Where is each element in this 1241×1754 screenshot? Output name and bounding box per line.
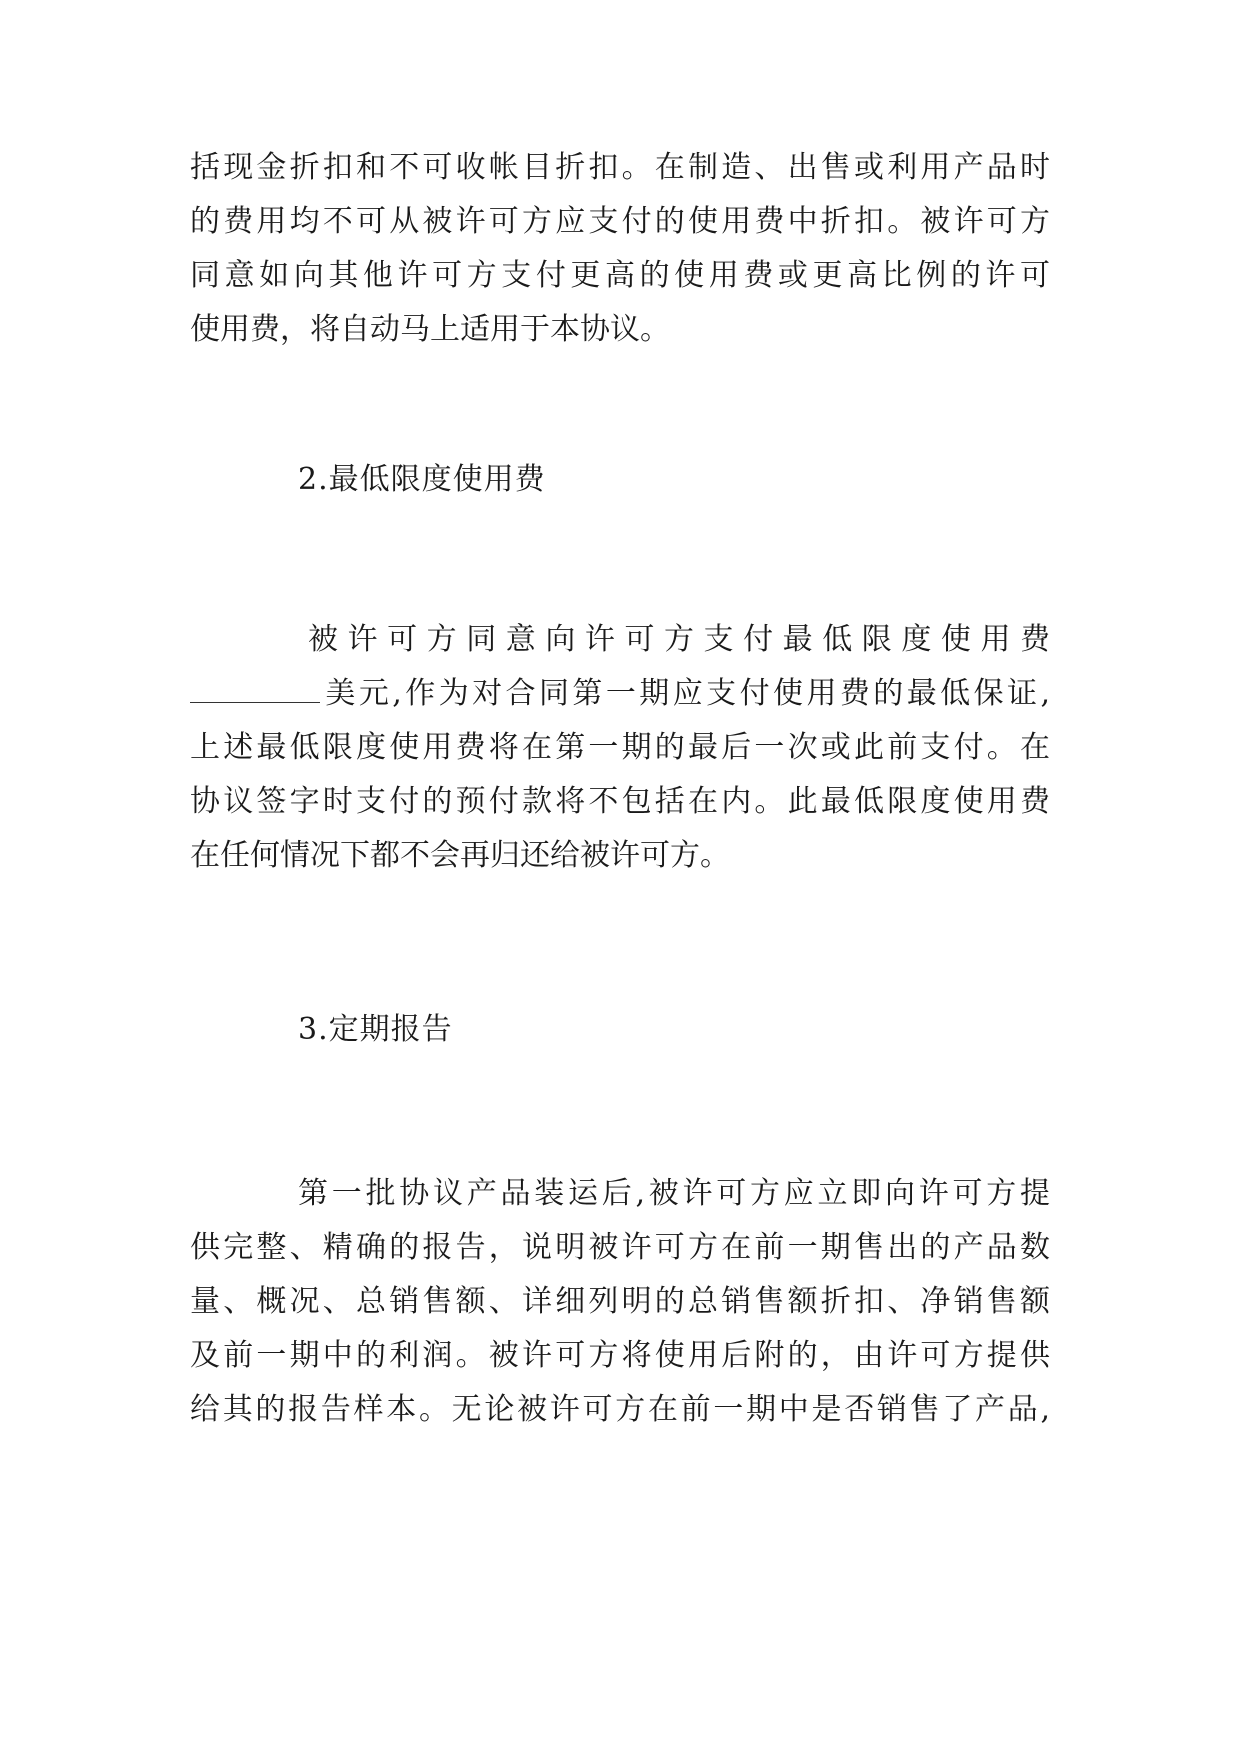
paragraph-line-text: 美元,作为对合同第一期应支付使用费的最低保证,: [322, 676, 1050, 711]
section-heading: 2.最低限度使用费: [298, 462, 546, 497]
paragraph-line: 上述最低限度使用费将在第一期的最后一次或此前支付。在: [190, 730, 1050, 765]
paragraph-line: 协议签字时支付的预付款将不包括在内。此最低限度使用费: [190, 784, 1050, 819]
paragraph-line: 使用费，将自动马上适用于本协议。: [190, 312, 670, 347]
paragraph-line: 括现金折扣和不可收帐目折扣。在制造、出售或利用产品时: [190, 150, 1050, 185]
paragraph-line: 被许可方同意向许可方支付最低限度使用费: [308, 622, 1050, 657]
paragraph-line: 供完整、精确的报告，说明被许可方在前一期售出的产品数: [190, 1230, 1050, 1265]
paragraph-line: 同意如向其他许可方支付更高的使用费或更高比例的许可: [190, 258, 1050, 293]
paragraph-line: 量、概况、总销售额、详细列明的总销售额折扣、净销售额: [190, 1284, 1050, 1319]
paragraph-line: 在任何情况下都不会再归还给被许可方。: [190, 838, 730, 873]
fill-in-blank: [190, 674, 320, 703]
paragraph-line: 第一批协议产品装运后,被许可方应立即向许可方提: [298, 1176, 1050, 1211]
section-heading: 3.定期报告: [298, 1012, 453, 1047]
paragraph-line: 及前一期中的利润。被许可方将使用后附的，由许可方提供: [190, 1338, 1050, 1373]
paragraph-line: 给其的报告样本。无论被许可方在前一期中是否销售了产品,: [190, 1392, 1050, 1427]
paragraph-line-with-blank: [190, 674, 1050, 714]
paragraph-line: 的费用均不可从被许可方应支付的使用费中折扣。被许可方: [190, 204, 1050, 239]
